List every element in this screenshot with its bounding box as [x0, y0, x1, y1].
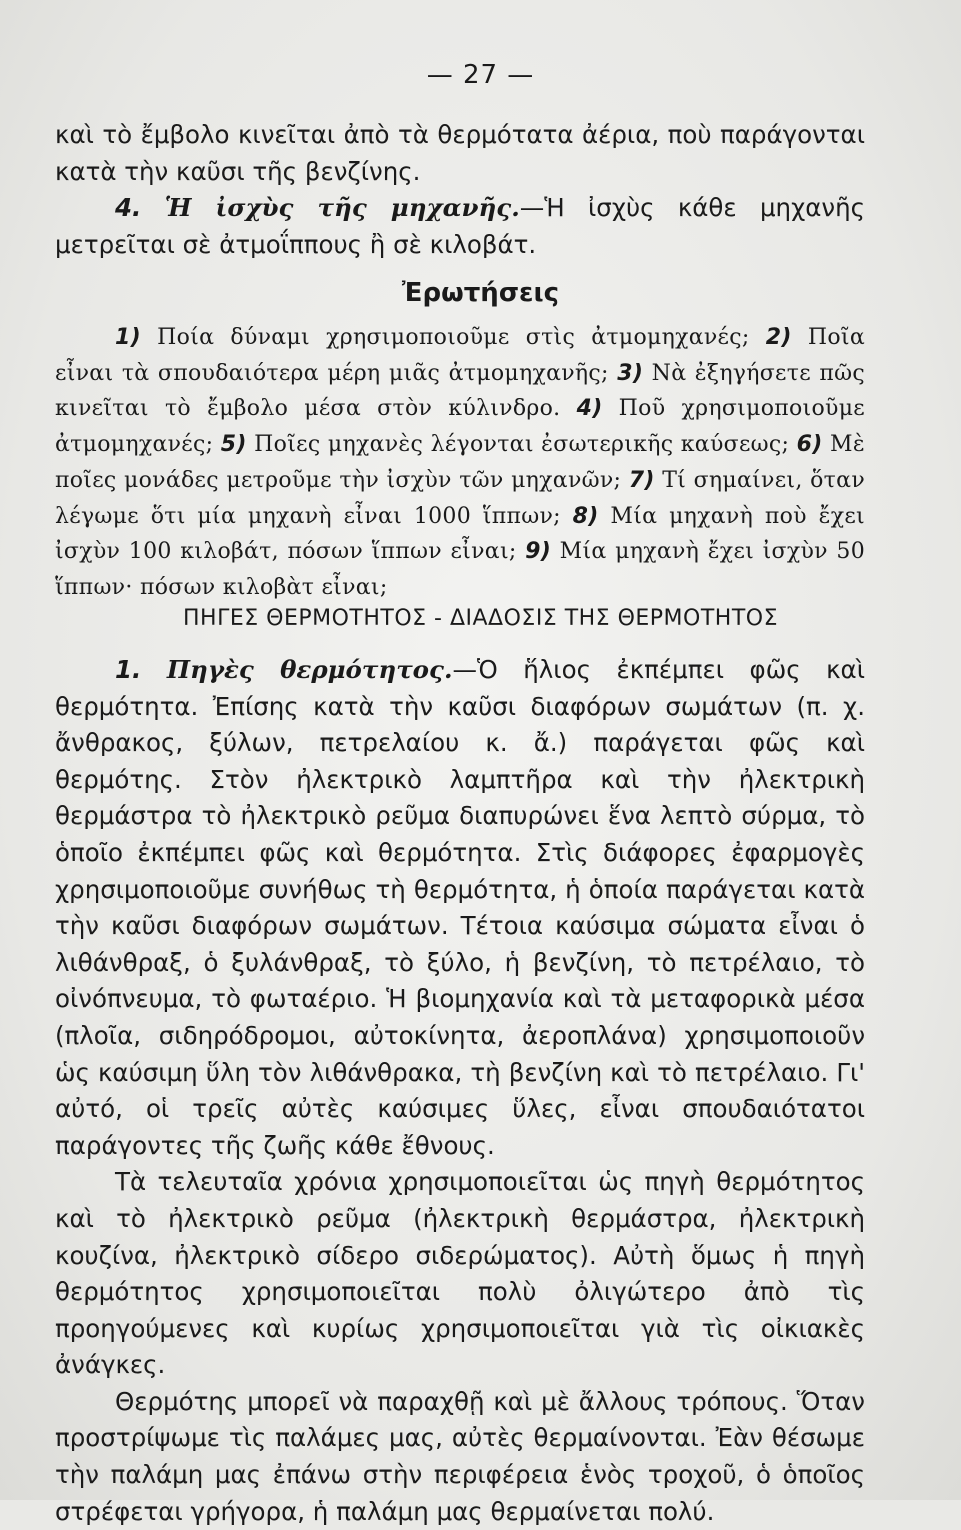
section-heading: ΠΗΓΕΣ ΘΕΡΜΟΤΗΤΟΣ - ΔΙΑΔΟΣΙΣ ΤΗΣ ΘΕΡΜΟΤΗΤΟΣ [182, 606, 778, 631]
question-text: Ποῖες μηχανὲς λέγονται ἐσωτερικῆς καύσεως; [246, 432, 797, 458]
question-text: Τί σημαίνει, ὅταν λέγωμε ὅτι μία μηχανὴ εἶναι 1000 ἵππων; [55, 467, 865, 529]
item-4-title: Ἡ ἰσχὺς τῆς μηχανῆς. [164, 193, 520, 223]
item-4-text: —Ἡ ἰσχὺς κάθε μηχανῆς μετρεῖται σὲ ἀτμοΐππους ἢ σὲ κιλοβάτ. [55, 193, 865, 259]
question-number: 5) [220, 432, 247, 458]
question-text: Ποία δύναμι χρησιμοποιοῦμε στὶς ἀτμομηχανές; [140, 325, 766, 350]
question-text: Νὰ ἐξηγήσετε πῶς κινεῖται τὸ ἔμβολο μέσα στὸν κύλινδρο. [55, 360, 865, 422]
question-number: 4) [576, 396, 603, 422]
question-text: Μία μηχανὴ ποὺ ἔχει ἰσχὺν 100 κιλοβάτ, πόσων ἵππων εἶναι; [55, 503, 865, 565]
question-number: 6) [796, 432, 823, 458]
question-number: 2) [765, 325, 792, 350]
question-text: Μὲ ποῖες μονάδες μετροῦμε τὴν ἰσχὺν τῶν μηχανῶν; [55, 432, 865, 493]
question-text: Ποῖα εἶναι τὰ σπουδαιότερα μέρη μιᾶς ἀτμομηχανῆς; [55, 325, 865, 386]
heat-sources-paragraph [55, 652, 865, 1164]
question-text: Μία μηχανὴ ἔχει ἰσχὺν 50 ἵππων· πόσων κιλοβὰτ εἶναι; [55, 539, 865, 600]
questions-paragraph [55, 320, 865, 606]
item-1-number: 1. [115, 655, 142, 684]
question-number: 7) [628, 467, 655, 493]
intro-paragraphs [55, 117, 865, 263]
item-1-title: Πηγὲς θερμότητος. [166, 655, 453, 684]
intro-line: καὶ τὸ ἔμβολο κινεῖται ἀπὸ τὰ θερμότατα ἀέρια, ποὺ παράγονται κατὰ τὴν καῦσι τῆς βενζίνης. [55, 120, 865, 186]
item-1-text: —Ὁ ἥλιος ἐκπέμπει φῶς καὶ θερμότητα. Ἐπίσης κατὰ τὴν καῦσι διαφόρων σωμάτων (π. χ. ἄνθρακος, ξύλων, πετρελαίου κ. ἄ.) παράγεται φῶς καὶ θερμότης. Στὸν ἠλεκτρικὸ λαμπτῆρα καὶ τὴν ἠλεκτρικὴ θερμάστρα τὸ ἠλεκτρικὸ ρεῦμα διαπυρώνει ἕνα λεπτὸ σύρμα, τὸ ὁποῖο ἐκπέμπει φῶς καὶ θερμότητα. Στὶς διάφορες ἐφαρμογὲς χρησιμοποιοῦμε συνήθως τὴ θερμότητα, ἡ ὁποία παράγεται κατὰ τὴν καῦσι διαφόρων σωμάτων. Τέτοια καύσιμα σώματα εἶναι ὁ λιθάνθραξ, ὁ ξυλάνθραξ, τὸ ξύλο, ἡ βενζίνη, τὸ πετρέλαιο, τὸ οἰνόπνευμα, τὸ φωταέριο. Ἡ βιομηχανία καὶ τὰ μεταφορικὰ μέσα (πλοῖα, σιδηρόδρομοι, αὐτοκίνητα, ἀεροπλάνα) χρησιμοποιοῦν ὡς καύσιμη ὕλη τὸν λιθάνθρακα, τὴ βενζίνη καὶ τὸ πετρέλαιο. Γι' αὐτό, οἱ τρεῖς αὐτὲς καύσιμες ὕλες, εἶναι σπουδαιότατοι παράγοντες τῆς ζωῆς κάθε ἔθνους. [55, 655, 866, 1160]
item-4-number: 4. [115, 193, 142, 223]
question-number: 8) [572, 503, 599, 529]
question-number: 3) [617, 360, 644, 386]
friction-heat-paragraph: Θερμότης μπορεῖ νὰ παραχθῇ καὶ μὲ ἄλλους τρόπους. Ὅταν προστρίψωμε τὶς παλάμες μας, αὐτὲς θερμαίνονται. Ἐὰν θέσωμε τὴν παλάμη μας ἐπάνω στὴν περιφέρεια ἑνὸς τροχοῦ, ὁ ὁποῖος στρέφεται γρήγορα, ἡ παλάμη μας θερμαίνεται πολύ. [55, 1386, 865, 1526]
question-number: 1) [115, 325, 141, 350]
electric-current-paragraph: Τὰ τελευταῖα χρόνια χρησιμοποιεῖται ὡς πηγὴ θερμότητος καὶ τὸ ἠλεκτρικὸ ρεῦμα (ἠλεκτρικὴ θερμάστρα, ἠλεκτρικὴ κουζίνα, ἠλεκτρικὸ σίδερο σιδερώματος). Αὐτὴ ὅμως ἡ πηγὴ θερμότητος χρησιμοποιεῖται πολὺ ὀλιγώτερο ἀπὸ τὶς προηγούμενες καὶ κυρίως χρησιμοποιεῖται γιὰ τὶς οἰκιακὲς ἀνάγκες. [55, 1167, 865, 1380]
question-number: 9) [525, 539, 552, 565]
section-body [55, 652, 865, 1530]
questions-heading: Ἐρωτήσεις [401, 278, 560, 308]
page-number: — 27 — [426, 60, 535, 90]
question-text: Ποῦ χρησιμοποιοῦμε ἀτμομηχανές; [55, 396, 865, 458]
item-4-paragraph [55, 190, 865, 263]
